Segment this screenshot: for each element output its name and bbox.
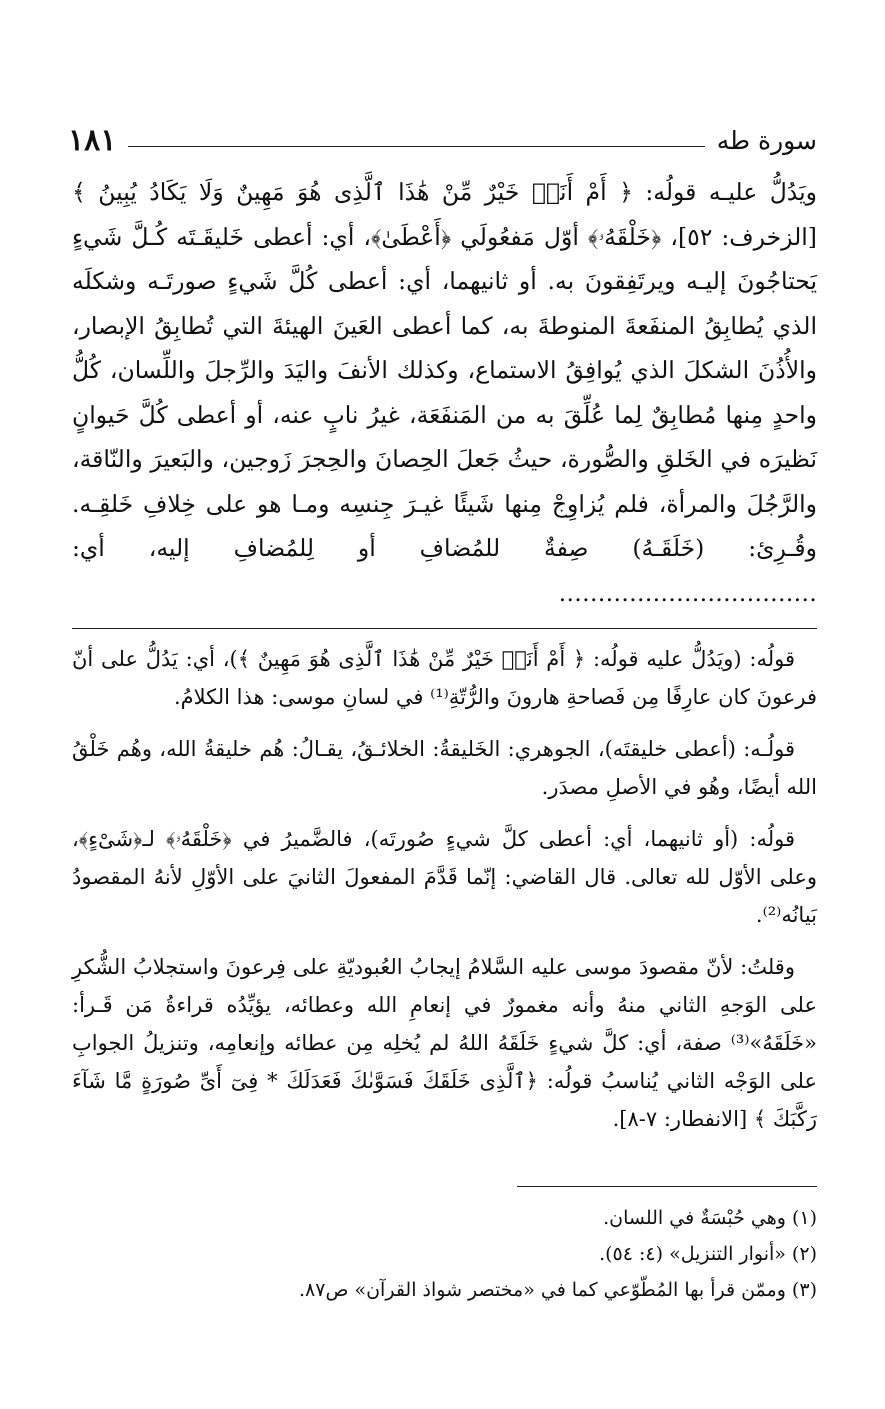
- page-number: ١٨١: [68, 122, 117, 158]
- main-paragraph-text: ويَدُلُّ عليـه قولُه: ﴿ أَمْ أَنَا۠ خَيْرٌ مِّنْ هَٰذَا ٱلَّذِى هُوَ مَهِينٌ وَلَا يَكَادُ يُبِينُ ﴾ [الزخرف: ٥٢]، ﴿خَلْقَهُۥ﴾ أوّل مَفعُولَي ﴿أَعْطَىٰ﴾، أي: أعطى خَليقَـتَه كُـلَّ شَيءٍ يَحتاجُونَ إليـه ويرتَفِقونَ به. أو ثانيهما، أي: أعطى كُلَّ شَيءٍ صورتَـه وشكلَه الذي يُطابِقُ المنفَعةَ المنوطةَ به، كما أعطى العَينَ الهيئةَ التي تُطابِقُ الإبصار، والأُذُنَ الشكلَ الذي يُوافِقُ الاستماع، وكذلك الأنفَ واليَدَ والرِّجلَ واللِّسان، كُلُّ واحدٍ مِنها مُطابِقٌ لِما عُلِّقَ به من المَنفَعَة، غيرُ نابٍ عنه، أو أعطى كُلَّ حَيوانٍ نَظيرَه في الخَلقِ والصُّورة، حيثُ جَعلَ الحِصانَ والحِجرَ زَوجين، والبَعيرَ والنّاقة، والرَّجُلَ والمرأة، فلم يُزاوِجْ مِنها شَيئًا غيـرَ جِنسِه ومـا هو على خِلافِ خَلقِـه. وقُـرِئ: (خَلَقَـهُ) صِفةٌ للمُضافِ أو لِلمُضافِ إليه، أي:: [72, 178, 817, 562]
- footnotes-block: [72, 1200, 817, 1308]
- commentary-paragraph-4: وقلتُ: لأنّ مقصودَ موسى عليه السَّلامُ إيجابُ العُبوديّةِ على فِرعونَ واستجلابُ الشُّكرِ على الوَجهِ الثاني منهُ وأنه مغمورٌ في إنعامِ الله وعطائه، يؤيِّدُه قراءةُ مَن قَـرأ: «خَلَقَهُ»⁽³⁾ صفة، أي: كلَّ شيءٍ خَلَقَهُ اللهُ لم يُخلِه مِن عطائه وإنعامِه، وتنزيلُ الجوابِ على الوَجْه الثاني يُناسبُ قولُه: ﴿ٱلَّذِى خَلَقَكَ فَسَوَّىٰكَ فَعَدَلَكَ * فِىٓ أَىِّ صُورَةٍ مَّا شَآءَ رَكَّبَكَ ﴾ [الانفطار: ٧-٨].: [72, 955, 817, 1131]
- footnote-2: (٢) «أنوار التنزيل» (٤: ٥٤).: [599, 1243, 817, 1265]
- footnote-rule: [517, 1186, 817, 1187]
- surah-name: سورة طه: [716, 125, 817, 155]
- footnote-3: (٣) وممّن قرأ بها المُطّوّعي كما في «مختصر شواذ القرآن» ص٨٧.: [299, 1279, 817, 1301]
- main-paragraph: [72, 170, 817, 615]
- main-text-block: [72, 170, 817, 615]
- commentary-paragraph-3: قولُه: (أو ثانيهما، أي: أعطى كلَّ شيءٍ صُورتَه)، فالضَّميرُ في ﴿خَلْقَهُۥ﴾ لـ﴿شَىْءٍ﴾، وعلى الأوّل لله تعالى. قال القاضي: إنّما قَدَّمَ المفعولَ الثانيَ على الأوّلِ لأنهُ المقصودُ بَيانُه⁽²⁾.: [72, 827, 817, 927]
- commentary-paragraph-1: قولُه: (ويَدُلُّ عليه قولُه: ﴿ أَمْ أَنَا۠ خَيْرٌ مِّنْ هَٰذَا ٱلَّذِى هُوَ مَهِينٌ ﴾)، أي: يَدُلُّ على أنّ فرعونَ كان عارِفًا مِن فَصاحةِ هارونَ والرُّتّةِ⁽¹⁾ في لسانِ موسى: هذا الكلامُ.: [72, 647, 817, 709]
- main-separator: [72, 628, 817, 629]
- ellipsis-dots: ……………………………: [558, 578, 817, 607]
- commentary-paragraph-2: قولُـه: (أعطى خليقتَه)، الجوهري: الخَليقةُ: الخلائـقُ، يقـالُ: هُم خليقةُ الله، وهُم خَلْقُ الله أيضًا، وهُو في الأصلِ مصدَر.: [72, 737, 817, 799]
- page-header: [68, 118, 817, 162]
- footnote-1: (١) وهي حُبْسَةٌ في اللسان.: [603, 1207, 817, 1229]
- header-rule: [128, 146, 704, 147]
- commentary-block: [72, 640, 817, 1152]
